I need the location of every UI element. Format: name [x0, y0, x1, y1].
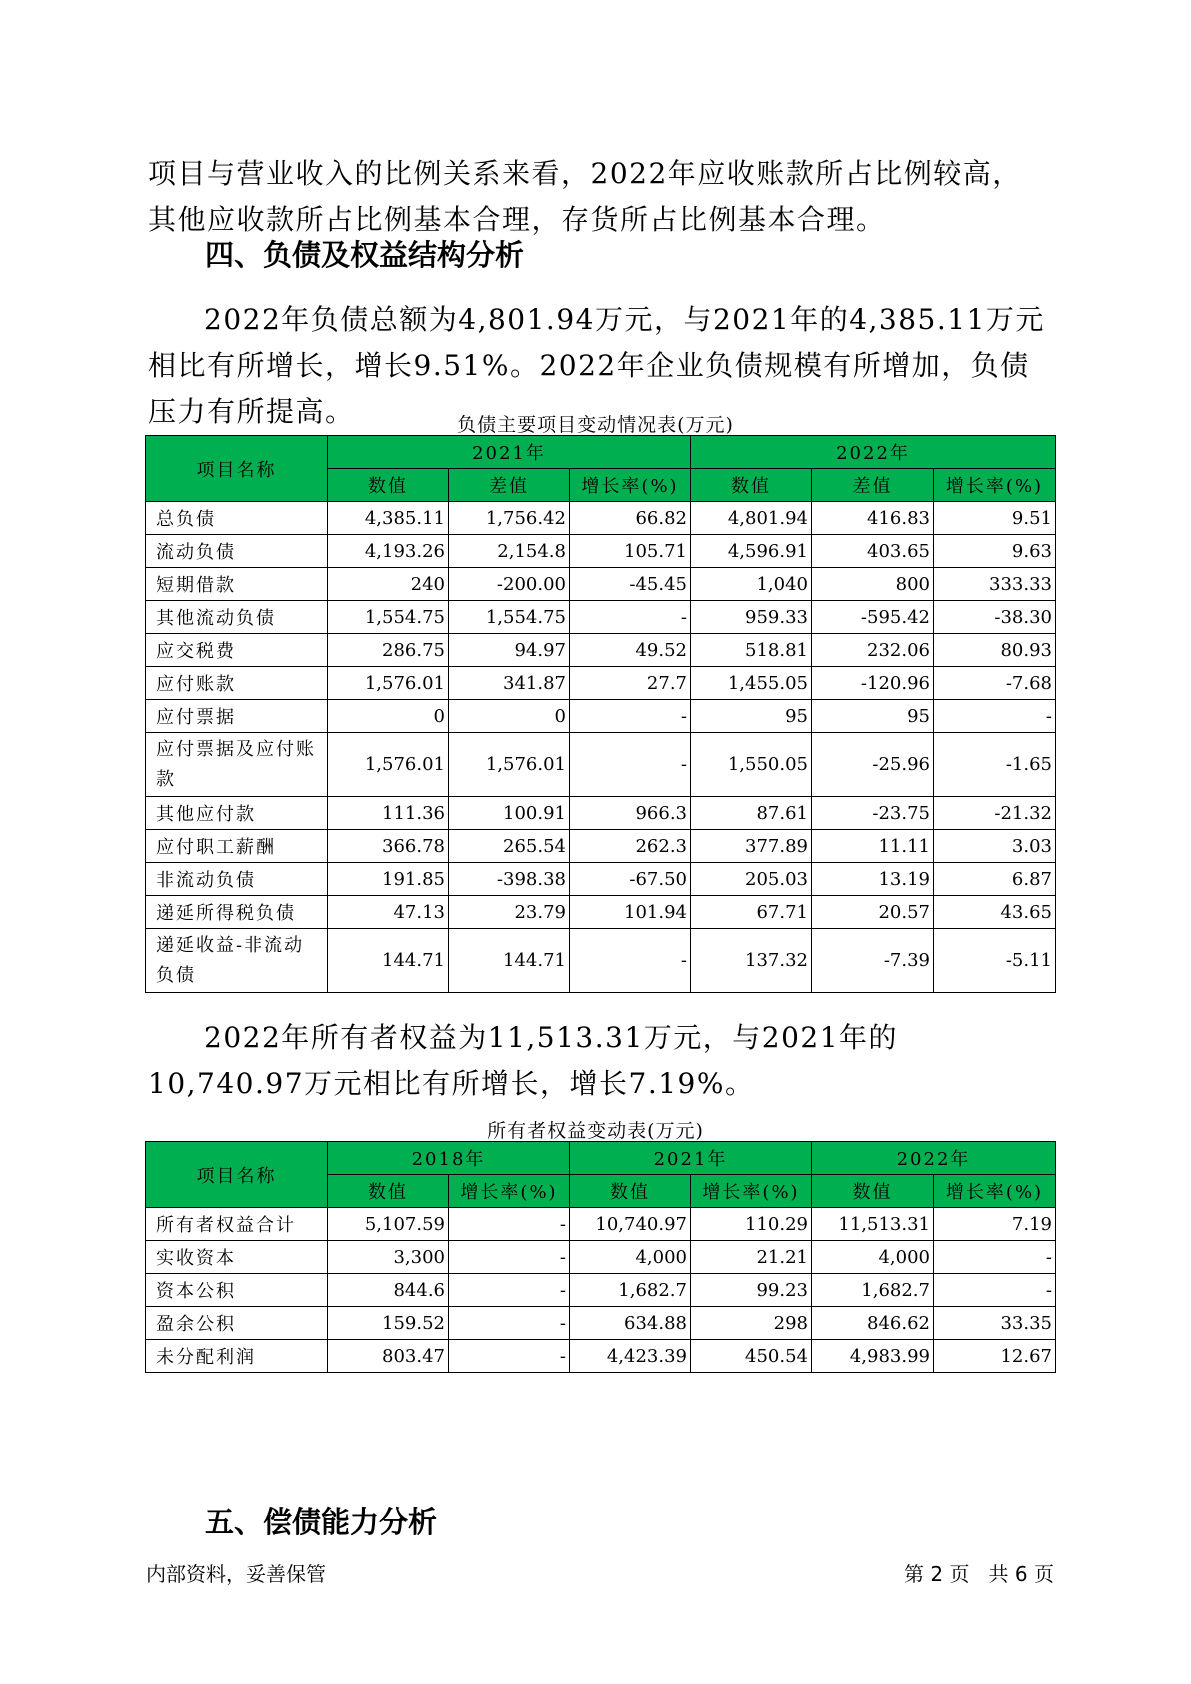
equity-table-caption: 所有者权益变动表(万元): [487, 1120, 704, 1142]
column-header-item-name: 项目名称: [146, 436, 328, 502]
row-label: 短期借款: [146, 568, 328, 601]
table-cell: 846.62: [812, 1307, 934, 1340]
row-label: 应付票据及应付账款: [146, 733, 328, 797]
table-cell: 1,576.01: [328, 733, 449, 797]
table-cell: 11,513.31: [812, 1208, 934, 1241]
table-row: [146, 1241, 1056, 1274]
section-heading-solvency: 五、偿债能力分析: [205, 1505, 438, 1539]
table-cell: -: [449, 1208, 570, 1241]
table-cell: 99.23: [691, 1274, 812, 1307]
table-cell: 1,576.01: [449, 733, 570, 797]
column-header-year: 2022年: [812, 1142, 1056, 1175]
row-label: 总负债: [146, 502, 328, 535]
table-cell: -: [934, 700, 1056, 733]
table-cell: -1.65: [934, 733, 1056, 797]
column-header-value: 数值: [328, 1175, 449, 1208]
table-cell: 4,596.91: [691, 535, 812, 568]
table-cell: 265.54: [449, 830, 570, 863]
row-label: 递延所得税负债: [146, 896, 328, 929]
table-cell: 67.71: [691, 896, 812, 929]
table-cell: -7.68: [934, 667, 1056, 700]
table-cell: 4,000: [812, 1241, 934, 1274]
table-cell: 232.06: [812, 634, 934, 667]
table-cell: 144.71: [328, 929, 449, 993]
table-row: [146, 502, 1056, 535]
column-header-value: 数值: [812, 1175, 934, 1208]
table-cell: -67.50: [570, 863, 691, 896]
column-header-value: 数值: [570, 1175, 691, 1208]
table-row: [146, 568, 1056, 601]
column-header-growth-rate: 增长率(%): [691, 1175, 812, 1208]
table-cell: 1,550.05: [691, 733, 812, 797]
table-cell: -398.38: [449, 863, 570, 896]
table-cell: 137.32: [691, 929, 812, 993]
table-cell: 2,154.8: [449, 535, 570, 568]
table-cell: -5.11: [934, 929, 1056, 993]
row-label: 其他应付款: [146, 797, 328, 830]
table-row: [146, 634, 1056, 667]
table-cell: 21.21: [691, 1241, 812, 1274]
paragraph-receivables: 项目与营业收入的比例关系来看，2022年应收账款所占比例较高，其他应收款所占比例基本合理，存货所占比例基本合理。: [148, 157, 1022, 236]
liabilities-table-caption: 负债主要项目变动情况表(万元): [457, 414, 734, 436]
column-header-growth-rate: 增长率(%): [570, 469, 691, 502]
table-cell: 6.87: [934, 863, 1056, 896]
row-label: 所有者权益合计: [146, 1208, 328, 1241]
table-cell: 366.78: [328, 830, 449, 863]
table-cell: 5,107.59: [328, 1208, 449, 1241]
table-cell: 144.71: [449, 929, 570, 993]
row-label: 资本公积: [146, 1274, 328, 1307]
column-header-value: 数值: [328, 469, 449, 502]
row-label: 应交税费: [146, 634, 328, 667]
table-cell: 12.67: [934, 1340, 1056, 1373]
equity-table: [145, 1141, 1056, 1373]
table-cell: -23.75: [812, 797, 934, 830]
table-row: [146, 863, 1056, 896]
table-cell: 403.65: [812, 535, 934, 568]
table-cell: 450.54: [691, 1340, 812, 1373]
table-cell: 333.33: [934, 568, 1056, 601]
table-cell: 110.29: [691, 1208, 812, 1241]
table-cell: 23.79: [449, 896, 570, 929]
table-row: [146, 896, 1056, 929]
table-row: [146, 929, 1056, 993]
table-cell: 95: [691, 700, 812, 733]
table-row: [146, 1274, 1056, 1307]
table-row: [146, 667, 1056, 700]
table-cell: 11.11: [812, 830, 934, 863]
table-cell: 9.51: [934, 502, 1056, 535]
section-heading-liabilities: 四、负债及权益结构分析: [205, 238, 525, 272]
table-row: [146, 535, 1056, 568]
row-label: 流动负债: [146, 535, 328, 568]
table-cell: -: [449, 1307, 570, 1340]
table-cell: 20.57: [812, 896, 934, 929]
table-cell: 3,300: [328, 1241, 449, 1274]
column-header-growth-rate: 增长率(%): [449, 1175, 570, 1208]
table-cell: 105.71: [570, 535, 691, 568]
column-header-year: 2018年: [328, 1142, 570, 1175]
table-cell: 416.83: [812, 502, 934, 535]
column-header-year: 2021年: [328, 436, 691, 469]
table-cell: -: [570, 929, 691, 993]
row-label: 未分配利润: [146, 1340, 328, 1373]
table-cell: -200.00: [449, 568, 570, 601]
table-cell: 13.19: [812, 863, 934, 896]
table-cell: 27.7: [570, 667, 691, 700]
table-cell: 634.88: [570, 1307, 691, 1340]
row-label: 非流动负债: [146, 863, 328, 896]
table-cell: 1,554.75: [449, 601, 570, 634]
row-label: 盈余公积: [146, 1307, 328, 1340]
table-cell: 844.6: [328, 1274, 449, 1307]
table-cell: 1,455.05: [691, 667, 812, 700]
table-cell: 4,423.39: [570, 1340, 691, 1373]
table-cell: 4,000: [570, 1241, 691, 1274]
table-cell: 4,385.11: [328, 502, 449, 535]
table-cell: 43.65: [934, 896, 1056, 929]
table-cell: 94.97: [449, 634, 570, 667]
table-cell: -: [449, 1241, 570, 1274]
table-row: [146, 601, 1056, 634]
table-cell: 966.3: [570, 797, 691, 830]
row-label: 应付票据: [146, 700, 328, 733]
table-cell: 1,576.01: [328, 667, 449, 700]
column-header-difference: 差值: [812, 469, 934, 502]
table-cell: 66.82: [570, 502, 691, 535]
row-label: 递延收益-非流动负债: [146, 929, 328, 993]
table-cell: -: [934, 1274, 1056, 1307]
table-cell: -595.42: [812, 601, 934, 634]
table-cell: -120.96: [812, 667, 934, 700]
table-cell: 9.63: [934, 535, 1056, 568]
table-cell: -: [570, 700, 691, 733]
table-cell: 1,682.7: [570, 1274, 691, 1307]
table-cell: 205.03: [691, 863, 812, 896]
row-label: 实收资本: [146, 1241, 328, 1274]
table-cell: -: [570, 733, 691, 797]
table-cell: 240: [328, 568, 449, 601]
table-row: [146, 700, 1056, 733]
table-cell: 3.03: [934, 830, 1056, 863]
table-cell: 298: [691, 1307, 812, 1340]
table-cell: 47.13: [328, 896, 449, 929]
column-header-growth-rate: 增长率(%): [934, 469, 1056, 502]
column-header-year: 2021年: [570, 1142, 812, 1175]
table-row: [146, 797, 1056, 830]
table-cell: -: [570, 601, 691, 634]
table-row: [146, 1340, 1056, 1373]
footer-page-number: 第 2 页 共 6 页: [904, 1562, 1054, 1586]
table-cell: 4,983.99: [812, 1340, 934, 1373]
table-cell: 1,554.75: [328, 601, 449, 634]
column-header-difference: 差值: [449, 469, 570, 502]
table-cell: 191.85: [328, 863, 449, 896]
table-cell: 518.81: [691, 634, 812, 667]
table-cell: 803.47: [328, 1340, 449, 1373]
table-cell: -38.30: [934, 601, 1056, 634]
table-cell: 100.91: [449, 797, 570, 830]
table-cell: 800: [812, 568, 934, 601]
table-cell: -25.96: [812, 733, 934, 797]
liabilities-table: [145, 435, 1056, 993]
table-cell: 10,740.97: [570, 1208, 691, 1241]
table-cell: 87.61: [691, 797, 812, 830]
table-cell: 0: [328, 700, 449, 733]
table-row: [146, 733, 1056, 797]
table-cell: 262.3: [570, 830, 691, 863]
table-cell: 4,801.94: [691, 502, 812, 535]
paragraph-liabilities: 2022年负债总额为4,801.94万元，与2021年的4,385.11万元相比有所增长，增长9.51%。2022年企业负债规模有所增加，负债压力有所提高。: [148, 303, 1045, 428]
table-cell: 95: [812, 700, 934, 733]
table-cell: 4,193.26: [328, 535, 449, 568]
table-cell: -7.39: [812, 929, 934, 993]
row-label: 应付账款: [146, 667, 328, 700]
paragraph-equity: 2022年所有者权益为11,513.31万元，与2021年的10,740.97万元相比有所增长，增长7.19%。: [148, 1021, 899, 1100]
column-header-item-name: 项目名称: [146, 1142, 328, 1208]
table-row: [146, 830, 1056, 863]
table-cell: 286.75: [328, 634, 449, 667]
table-cell: -: [449, 1274, 570, 1307]
table-cell: 101.94: [570, 896, 691, 929]
table-cell: 80.93: [934, 634, 1056, 667]
table-cell: 33.35: [934, 1307, 1056, 1340]
column-header-growth-rate: 增长率(%): [934, 1175, 1056, 1208]
table-cell: -45.45: [570, 568, 691, 601]
table-cell: 111.36: [328, 797, 449, 830]
table-cell: 959.33: [691, 601, 812, 634]
table-cell: 0: [449, 700, 570, 733]
table-cell: 159.52: [328, 1307, 449, 1340]
table-cell: 7.19: [934, 1208, 1056, 1241]
table-cell: 49.52: [570, 634, 691, 667]
table-cell: 1,040: [691, 568, 812, 601]
table-row: [146, 1208, 1056, 1241]
table-cell: 1,756.42: [449, 502, 570, 535]
column-header-value: 数值: [691, 469, 812, 502]
table-cell: 341.87: [449, 667, 570, 700]
row-label: 应付职工薪酬: [146, 830, 328, 863]
table-cell: -: [449, 1340, 570, 1373]
footer-confidential-note: 内部资料，妥善保管: [146, 1562, 326, 1586]
table-cell: -: [934, 1241, 1056, 1274]
table-cell: 1,682.7: [812, 1274, 934, 1307]
row-label: 其他流动负债: [146, 601, 328, 634]
table-row: [146, 1307, 1056, 1340]
column-header-year: 2022年: [691, 436, 1056, 469]
table-cell: 377.89: [691, 830, 812, 863]
table-cell: -21.32: [934, 797, 1056, 830]
